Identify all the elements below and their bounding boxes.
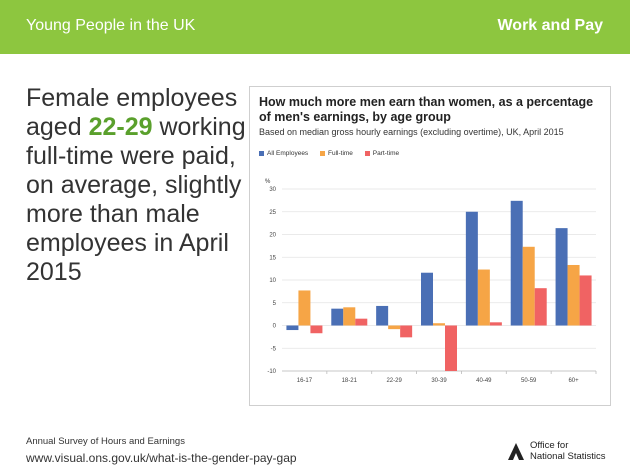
x-tick-label: 16-17 (296, 378, 313, 384)
y-tick-label: 20 (269, 232, 276, 239)
bar-all (286, 326, 298, 331)
bar-parttime (535, 288, 547, 325)
y-axis-unit: % (265, 179, 271, 185)
legend-label-parttime: Part-time (372, 150, 400, 157)
x-tick-label: 18-21 (341, 378, 357, 384)
source-note: Annual Survey of Hours and Earnings (26, 436, 185, 447)
headline-highlight: 22-29 (88, 113, 153, 141)
ons-line-2: National Statistics (530, 451, 606, 462)
source-url[interactable]: www.visual.ons.gov.uk/what-is-the-gender-pay-gap (26, 451, 297, 465)
ons-logo-icon (506, 440, 526, 462)
legend-label-fulltime: Full-time (328, 150, 353, 157)
x-tick-label: 30-39 (431, 378, 447, 384)
header-banner (0, 0, 630, 54)
headline-pre: Female employees aged (26, 84, 238, 141)
bar-fulltime (433, 323, 445, 325)
bar-parttime (400, 326, 412, 338)
bar-fulltime (298, 290, 310, 325)
y-tick-label: 25 (269, 209, 276, 216)
y-tick-label: 10 (269, 278, 276, 284)
bar-parttime (580, 275, 592, 325)
bar-parttime (355, 319, 367, 326)
bar-all (421, 273, 433, 326)
bar-all (466, 212, 478, 326)
bar-all (331, 309, 343, 326)
ons-logo (506, 438, 616, 466)
bar-fulltime (568, 265, 580, 326)
x-tick-label: 22-29 (386, 378, 402, 384)
chart-subtitle: Based on median gross hourly earnings (excluding overtime), UK, April 2015 (259, 127, 564, 137)
ons-line-1: Office for (530, 440, 569, 451)
bar-fulltime (343, 307, 355, 325)
section-title: Work and Pay (497, 17, 603, 34)
bar-fulltime (523, 247, 535, 326)
bar-fulltime (478, 270, 490, 326)
legend-label-all: All Employees (267, 150, 309, 157)
x-tick-label: 50-59 (521, 378, 537, 384)
headline-post: working full-time were paid, on average, slightly more than male employees in April 2015 (26, 113, 246, 286)
bar-parttime (445, 326, 457, 372)
headline (26, 84, 258, 287)
y-tick-label: -10 (267, 369, 276, 375)
y-tick-label: 0 (272, 323, 276, 330)
bar-all (511, 201, 523, 326)
bar-chart (250, 87, 610, 405)
y-tick-label: 5 (272, 300, 276, 307)
bar-parttime (490, 322, 502, 325)
y-tick-label: -5 (270, 346, 276, 353)
publication-title: Young People in the UK (26, 17, 196, 34)
chart-title: How much more men earn than women, as a percentage of men's earnings, by age group (259, 95, 594, 124)
y-tick-label: 30 (269, 187, 276, 193)
bar-all (376, 306, 388, 326)
ons-name (530, 440, 606, 462)
bar-fulltime (388, 326, 400, 330)
x-tick-label: 60+ (568, 378, 579, 384)
x-tick-label: 40-49 (476, 378, 492, 384)
bar-parttime (310, 326, 322, 334)
bar-all (556, 228, 568, 325)
y-tick-label: 15 (269, 255, 276, 262)
chart-panel (249, 86, 611, 406)
